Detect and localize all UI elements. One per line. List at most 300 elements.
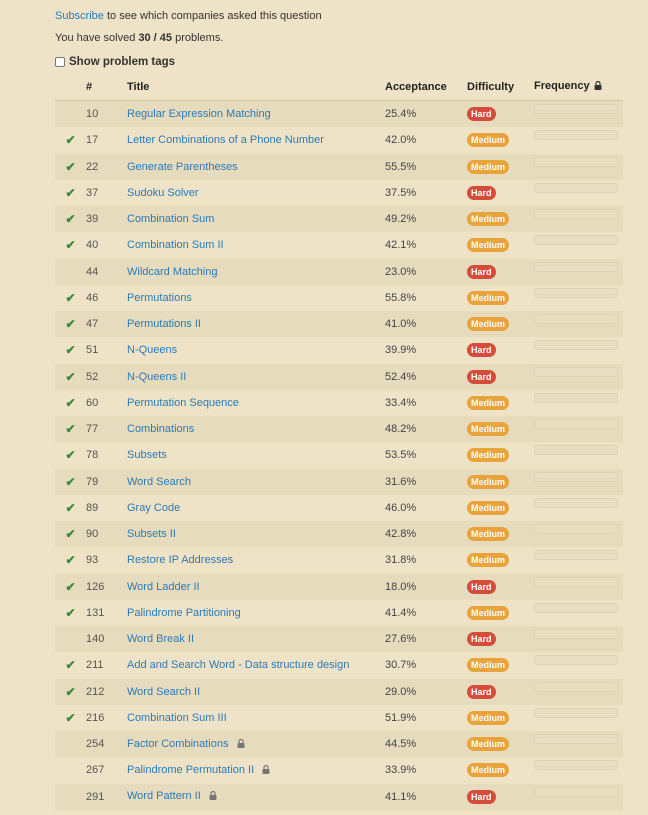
title-cell xyxy=(127,442,385,468)
status-cell xyxy=(55,574,86,600)
difficulty-cell xyxy=(467,311,534,337)
frequency-cell xyxy=(534,600,623,626)
difficulty-badge: Medium xyxy=(467,606,509,620)
check-icon: ✔ xyxy=(65,133,76,148)
title-cell xyxy=(127,757,385,783)
table-row[interactable] xyxy=(55,626,623,652)
acceptance-rate: 51.9% xyxy=(385,711,417,724)
frequency-bar xyxy=(534,445,618,455)
status-cell xyxy=(55,757,86,783)
col-difficulty-header[interactable]: Difficulty xyxy=(467,73,534,101)
check-icon: ✔ xyxy=(65,343,76,358)
problem-number: 46 xyxy=(86,291,99,304)
acceptance-rate: 37.5% xyxy=(385,186,417,199)
table-row[interactable] xyxy=(55,337,623,363)
status-cell xyxy=(55,521,86,547)
frequency-bar xyxy=(534,209,618,219)
problem-title-link[interactable]: Combinations xyxy=(127,423,195,436)
title-cell xyxy=(127,679,385,705)
title-cell xyxy=(127,232,385,258)
frequency-bar xyxy=(534,524,618,534)
title-cell xyxy=(127,574,385,600)
frequency-cell xyxy=(534,206,623,232)
subscribe-text: to see which companies asked this question xyxy=(103,10,322,22)
difficulty-badge: Hard xyxy=(467,790,496,804)
difficulty-cell xyxy=(467,416,534,442)
difficulty-badge: Hard xyxy=(467,685,496,699)
difficulty-cell xyxy=(467,574,534,600)
col-status-header xyxy=(55,73,86,101)
frequency-cell xyxy=(534,521,623,547)
problem-number: 52 xyxy=(86,370,99,383)
solved-prefix: You have solved xyxy=(55,32,139,44)
difficulty-badge: Medium xyxy=(467,291,509,305)
frequency-bar xyxy=(534,498,618,508)
title-cell xyxy=(127,521,385,547)
show-tags-label: Show problem tags xyxy=(69,56,176,68)
frequency-bar xyxy=(534,550,618,560)
problem-number: 89 xyxy=(86,501,99,514)
solved-count: 30 / 45 xyxy=(138,32,173,44)
frequency-cell xyxy=(534,127,623,153)
acceptance-rate: 42.8% xyxy=(385,528,417,541)
difficulty-badge: Medium xyxy=(467,133,509,147)
difficulty-cell xyxy=(467,469,534,495)
frequency-cell xyxy=(534,364,623,390)
problem-title-link[interactable]: Factor Combinations xyxy=(127,737,229,750)
difficulty-cell xyxy=(467,285,534,311)
title-cell xyxy=(127,180,385,206)
acceptance-rate: 41.4% xyxy=(385,606,417,619)
status-cell xyxy=(55,705,86,731)
table-row[interactable] xyxy=(55,731,623,757)
frequency-bar xyxy=(534,262,618,272)
title-cell xyxy=(127,469,385,495)
problem-number: 47 xyxy=(86,318,99,331)
frequency-cell xyxy=(534,154,623,180)
frequency-bar xyxy=(534,603,618,613)
frequency-cell xyxy=(534,390,623,416)
table-row[interactable] xyxy=(55,547,623,573)
check-icon: ✔ xyxy=(65,422,76,437)
frequency-bar xyxy=(534,104,618,114)
problem-title-link[interactable]: Generate Parentheses xyxy=(127,160,238,173)
problem-number: 267 xyxy=(86,764,105,777)
frequency-cell xyxy=(534,442,623,468)
check-icon: ✔ xyxy=(65,317,76,332)
difficulty-cell xyxy=(467,442,534,468)
title-cell xyxy=(127,652,385,678)
table-row[interactable] xyxy=(55,495,623,521)
status-cell xyxy=(55,495,86,521)
acceptance-rate: 30.7% xyxy=(385,659,417,672)
status-cell xyxy=(55,232,86,258)
difficulty-badge: Medium xyxy=(467,448,509,462)
table-row[interactable] xyxy=(55,154,623,180)
status-cell xyxy=(55,101,86,128)
status-cell xyxy=(55,311,86,337)
problem-number: 60 xyxy=(86,396,99,409)
difficulty-cell xyxy=(467,127,534,153)
frequency-bar xyxy=(534,157,618,167)
acceptance-rate: 41.1% xyxy=(385,790,417,803)
frequency-bar xyxy=(534,629,618,639)
subscribe-line xyxy=(55,10,322,22)
table-row[interactable] xyxy=(55,390,623,416)
difficulty-badge: Hard xyxy=(467,632,496,646)
difficulty-badge: Hard xyxy=(467,107,496,121)
problem-title-link[interactable]: Permutations II xyxy=(127,318,201,331)
status-cell xyxy=(55,652,86,678)
problem-number: 79 xyxy=(86,475,99,488)
frequency-cell xyxy=(534,652,623,678)
acceptance-rate: 55.8% xyxy=(385,291,417,304)
frequency-cell xyxy=(534,416,623,442)
col-acceptance-header[interactable]: Acceptance xyxy=(385,73,467,101)
show-tags-toggle[interactable] xyxy=(55,56,175,68)
lock-icon xyxy=(237,739,245,751)
acceptance-rate: 42.1% xyxy=(385,239,417,252)
problem-number: 37 xyxy=(86,186,99,199)
problem-title-link[interactable]: Word Ladder II xyxy=(127,580,200,593)
difficulty-cell xyxy=(467,364,534,390)
acceptance-rate: 55.5% xyxy=(385,160,417,173)
status-cell xyxy=(55,180,86,206)
problem-title-link[interactable]: Combination Sum II xyxy=(127,239,224,252)
frequency-bar xyxy=(534,577,618,587)
difficulty-cell xyxy=(467,757,534,783)
table-row[interactable] xyxy=(55,652,623,678)
difficulty-cell xyxy=(467,390,534,416)
difficulty-cell xyxy=(467,679,534,705)
frequency-bar xyxy=(534,734,618,744)
table-row[interactable] xyxy=(55,784,623,810)
frequency-bar xyxy=(534,682,618,692)
problem-title-link[interactable]: Combination Sum xyxy=(127,213,215,226)
title-cell xyxy=(127,416,385,442)
difficulty-cell xyxy=(467,259,534,285)
status-cell xyxy=(55,442,86,468)
acceptance-rate: 41.0% xyxy=(385,318,417,331)
status-cell xyxy=(55,626,86,652)
problem-title-link[interactable]: Gray Code xyxy=(127,501,181,514)
problem-number: 22 xyxy=(86,160,99,173)
acceptance-rate: 23.0% xyxy=(385,265,417,278)
problem-title-link[interactable]: N-Queens xyxy=(127,344,178,357)
problem-title-link[interactable]: Word Pattern II xyxy=(127,790,201,803)
difficulty-badge: Medium xyxy=(467,212,509,226)
show-tags-checkbox[interactable] xyxy=(55,57,65,67)
check-icon: ✔ xyxy=(65,527,76,542)
problem-number: 93 xyxy=(86,554,99,567)
problem-title-link[interactable]: Subsets xyxy=(127,449,167,462)
title-cell xyxy=(127,259,385,285)
problem-number: 140 xyxy=(86,633,105,646)
problem-number: 44 xyxy=(86,265,99,278)
difficulty-badge: Medium xyxy=(467,737,509,751)
acceptance-rate: 52.4% xyxy=(385,370,417,383)
table-row[interactable] xyxy=(55,259,623,285)
difficulty-badge: Medium xyxy=(467,553,509,567)
frequency-bar xyxy=(534,655,618,665)
frequency-cell xyxy=(534,626,623,652)
difficulty-cell xyxy=(467,600,534,626)
acceptance-rate: 33.9% xyxy=(385,764,417,777)
title-cell xyxy=(127,495,385,521)
check-icon: ✔ xyxy=(65,474,76,489)
col-number-header[interactable]: # xyxy=(86,73,127,101)
status-cell xyxy=(55,600,86,626)
problem-title-link[interactable]: Permutation Sequence xyxy=(127,396,239,409)
status-cell xyxy=(55,337,86,363)
check-icon: ✔ xyxy=(65,212,76,227)
frequency-cell xyxy=(534,101,623,128)
difficulty-cell xyxy=(467,705,534,731)
title-cell xyxy=(127,600,385,626)
problem-title-link[interactable]: Subsets II xyxy=(127,528,176,541)
table-row[interactable] xyxy=(55,101,623,128)
difficulty-badge: Medium xyxy=(467,317,509,331)
frequency-bar xyxy=(534,130,618,140)
difficulty-badge: Medium xyxy=(467,396,509,410)
difficulty-cell xyxy=(467,206,534,232)
table-header-row xyxy=(55,73,623,101)
frequency-bar xyxy=(534,314,618,324)
difficulty-badge: Medium xyxy=(467,160,509,174)
table-row[interactable] xyxy=(55,232,623,258)
acceptance-rate: 49.2% xyxy=(385,213,417,226)
difficulty-cell xyxy=(467,652,534,678)
difficulty-cell xyxy=(467,232,534,258)
frequency-cell xyxy=(534,731,623,757)
status-cell xyxy=(55,469,86,495)
problem-title-link[interactable]: Word Search II xyxy=(127,685,201,698)
title-cell xyxy=(127,101,385,128)
frequency-cell xyxy=(534,232,623,258)
check-icon: ✔ xyxy=(65,448,76,463)
difficulty-badge: Medium xyxy=(467,711,509,725)
frequency-bar xyxy=(534,472,618,482)
table-row[interactable] xyxy=(55,705,623,731)
difficulty-cell xyxy=(467,521,534,547)
frequency-cell xyxy=(534,337,623,363)
difficulty-badge: Hard xyxy=(467,186,496,200)
check-icon: ✔ xyxy=(65,605,76,620)
problem-title-link[interactable]: Word Break II xyxy=(127,633,195,646)
frequency-cell xyxy=(534,495,623,521)
title-cell xyxy=(127,705,385,731)
status-cell xyxy=(55,364,86,390)
status-cell xyxy=(55,547,86,573)
col-title-header[interactable]: Title xyxy=(127,73,385,101)
acceptance-rate: 46.0% xyxy=(385,501,417,514)
status-cell xyxy=(55,154,86,180)
acceptance-rate: 39.9% xyxy=(385,344,417,357)
difficulty-cell xyxy=(467,495,534,521)
problem-number: 77 xyxy=(86,423,99,436)
table-row[interactable] xyxy=(55,127,623,153)
lock-icon xyxy=(594,81,602,93)
title-cell xyxy=(127,731,385,757)
frequency-cell xyxy=(534,547,623,573)
difficulty-badge: Hard xyxy=(467,580,496,594)
title-cell xyxy=(127,311,385,337)
problem-number: 212 xyxy=(86,685,105,698)
table-row[interactable] xyxy=(55,206,623,232)
frequency-cell xyxy=(534,574,623,600)
title-cell xyxy=(127,784,385,810)
table-row[interactable] xyxy=(55,757,623,783)
check-icon: ✔ xyxy=(65,658,76,673)
problem-title-link[interactable]: Sudoku Solver xyxy=(127,186,199,199)
difficulty-badge: Hard xyxy=(467,265,496,279)
frequency-cell xyxy=(534,285,623,311)
table-row[interactable] xyxy=(55,469,623,495)
difficulty-cell xyxy=(467,626,534,652)
frequency-cell xyxy=(534,311,623,337)
frequency-bar xyxy=(534,787,618,797)
difficulty-badge: Hard xyxy=(467,343,496,357)
problem-number: 90 xyxy=(86,528,99,541)
frequency-bar xyxy=(534,183,618,193)
check-icon: ✔ xyxy=(65,159,76,174)
title-cell xyxy=(127,626,385,652)
problem-number: 10 xyxy=(86,108,99,121)
title-cell xyxy=(127,127,385,153)
frequency-bar xyxy=(534,419,618,429)
acceptance-rate: 31.8% xyxy=(385,554,417,567)
problem-number: 291 xyxy=(86,790,105,803)
problem-title-link[interactable]: Palindrome Partitioning xyxy=(127,606,241,619)
problem-title-link[interactable]: N-Queens II xyxy=(127,370,187,383)
acceptance-rate: 53.5% xyxy=(385,449,417,462)
title-cell xyxy=(127,285,385,311)
difficulty-badge: Medium xyxy=(467,422,509,436)
difficulty-cell xyxy=(467,180,534,206)
difficulty-cell xyxy=(467,547,534,573)
frequency-cell xyxy=(534,180,623,206)
status-cell xyxy=(55,259,86,285)
problem-table xyxy=(55,73,623,810)
check-icon: ✔ xyxy=(65,395,76,410)
acceptance-rate: 48.2% xyxy=(385,423,417,436)
frequency-cell xyxy=(534,757,623,783)
status-cell xyxy=(55,206,86,232)
difficulty-cell xyxy=(467,731,534,757)
table-row[interactable] xyxy=(55,521,623,547)
difficulty-badge: Medium xyxy=(467,527,509,541)
frequency-cell xyxy=(534,705,623,731)
title-cell xyxy=(127,390,385,416)
acceptance-rate: 33.4% xyxy=(385,396,417,409)
status-cell xyxy=(55,390,86,416)
check-icon: ✔ xyxy=(65,369,76,384)
title-cell xyxy=(127,154,385,180)
frequency-cell xyxy=(534,679,623,705)
problem-title-link[interactable]: Add and Search Word - Data structure design xyxy=(127,659,350,672)
table-row[interactable] xyxy=(55,679,623,705)
difficulty-badge: Medium xyxy=(467,475,509,489)
check-icon: ✔ xyxy=(65,553,76,568)
frequency-cell xyxy=(534,259,623,285)
status-cell xyxy=(55,731,86,757)
problem-title-link[interactable]: Restore IP Addresses xyxy=(127,554,234,567)
problem-title-link[interactable]: Regular Expression Matching xyxy=(127,108,271,121)
difficulty-badge: Medium xyxy=(467,658,509,672)
table-row[interactable] xyxy=(55,311,623,337)
frequency-bar xyxy=(534,367,618,377)
problem-number: 216 xyxy=(86,711,105,724)
problem-title-link[interactable]: Wildcard Matching xyxy=(127,265,218,278)
subscribe-link[interactable]: Subscribe xyxy=(55,10,104,22)
problem-title-link[interactable]: Letter Combinations of a Phone Number xyxy=(127,134,324,147)
table-row[interactable] xyxy=(55,442,623,468)
lock-icon xyxy=(262,765,270,777)
check-icon: ✔ xyxy=(65,500,76,515)
table-row[interactable] xyxy=(55,364,623,390)
frequency-bar xyxy=(534,340,618,350)
check-icon: ✔ xyxy=(65,290,76,305)
table-row[interactable] xyxy=(55,574,623,600)
difficulty-cell xyxy=(467,784,534,810)
problem-number: 40 xyxy=(86,239,99,252)
table-row[interactable] xyxy=(55,180,623,206)
solved-suffix: problems. xyxy=(172,32,224,44)
acceptance-rate: 29.0% xyxy=(385,685,417,698)
problem-number: 39 xyxy=(86,213,99,226)
difficulty-cell xyxy=(467,154,534,180)
title-cell xyxy=(127,547,385,573)
status-cell xyxy=(55,784,86,810)
check-icon: ✔ xyxy=(65,185,76,200)
difficulty-cell xyxy=(467,337,534,363)
problem-title-link[interactable]: Palindrome Permutation II xyxy=(127,763,255,776)
problem-title-link[interactable]: Combination Sum III xyxy=(127,711,227,724)
col-frequency-header[interactable] xyxy=(534,73,623,101)
acceptance-rate: 42.0% xyxy=(385,134,417,147)
acceptance-rate: 44.5% xyxy=(385,738,417,751)
difficulty-badge: Medium xyxy=(467,763,509,777)
check-icon: ✔ xyxy=(65,684,76,699)
acceptance-rate: 27.6% xyxy=(385,633,417,646)
title-cell xyxy=(127,206,385,232)
frequency-bar xyxy=(534,708,618,718)
table-row[interactable] xyxy=(55,285,623,311)
acceptance-rate: 25.4% xyxy=(385,108,417,121)
table-row[interactable] xyxy=(55,600,623,626)
problem-title-link[interactable]: Permutations xyxy=(127,291,192,304)
difficulty-cell xyxy=(467,101,534,128)
problem-number: 211 xyxy=(86,659,104,672)
solved-count-line xyxy=(55,32,223,44)
problem-number: 51 xyxy=(86,344,99,357)
acceptance-rate: 18.0% xyxy=(385,580,417,593)
frequency-bar xyxy=(534,393,618,403)
problem-number: 126 xyxy=(86,580,105,593)
check-icon: ✔ xyxy=(65,710,76,725)
problem-title-link[interactable]: Word Search xyxy=(127,475,191,488)
frequency-bar xyxy=(534,760,618,770)
check-icon: ✔ xyxy=(65,579,76,594)
table-row[interactable] xyxy=(55,416,623,442)
frequency-bar xyxy=(534,235,618,245)
acceptance-rate: 31.6% xyxy=(385,475,417,488)
frequency-cell xyxy=(534,784,623,810)
problem-number: 254 xyxy=(86,738,105,751)
frequency-cell xyxy=(534,469,623,495)
frequency-bar xyxy=(534,288,618,298)
problem-number: 131 xyxy=(86,606,105,619)
